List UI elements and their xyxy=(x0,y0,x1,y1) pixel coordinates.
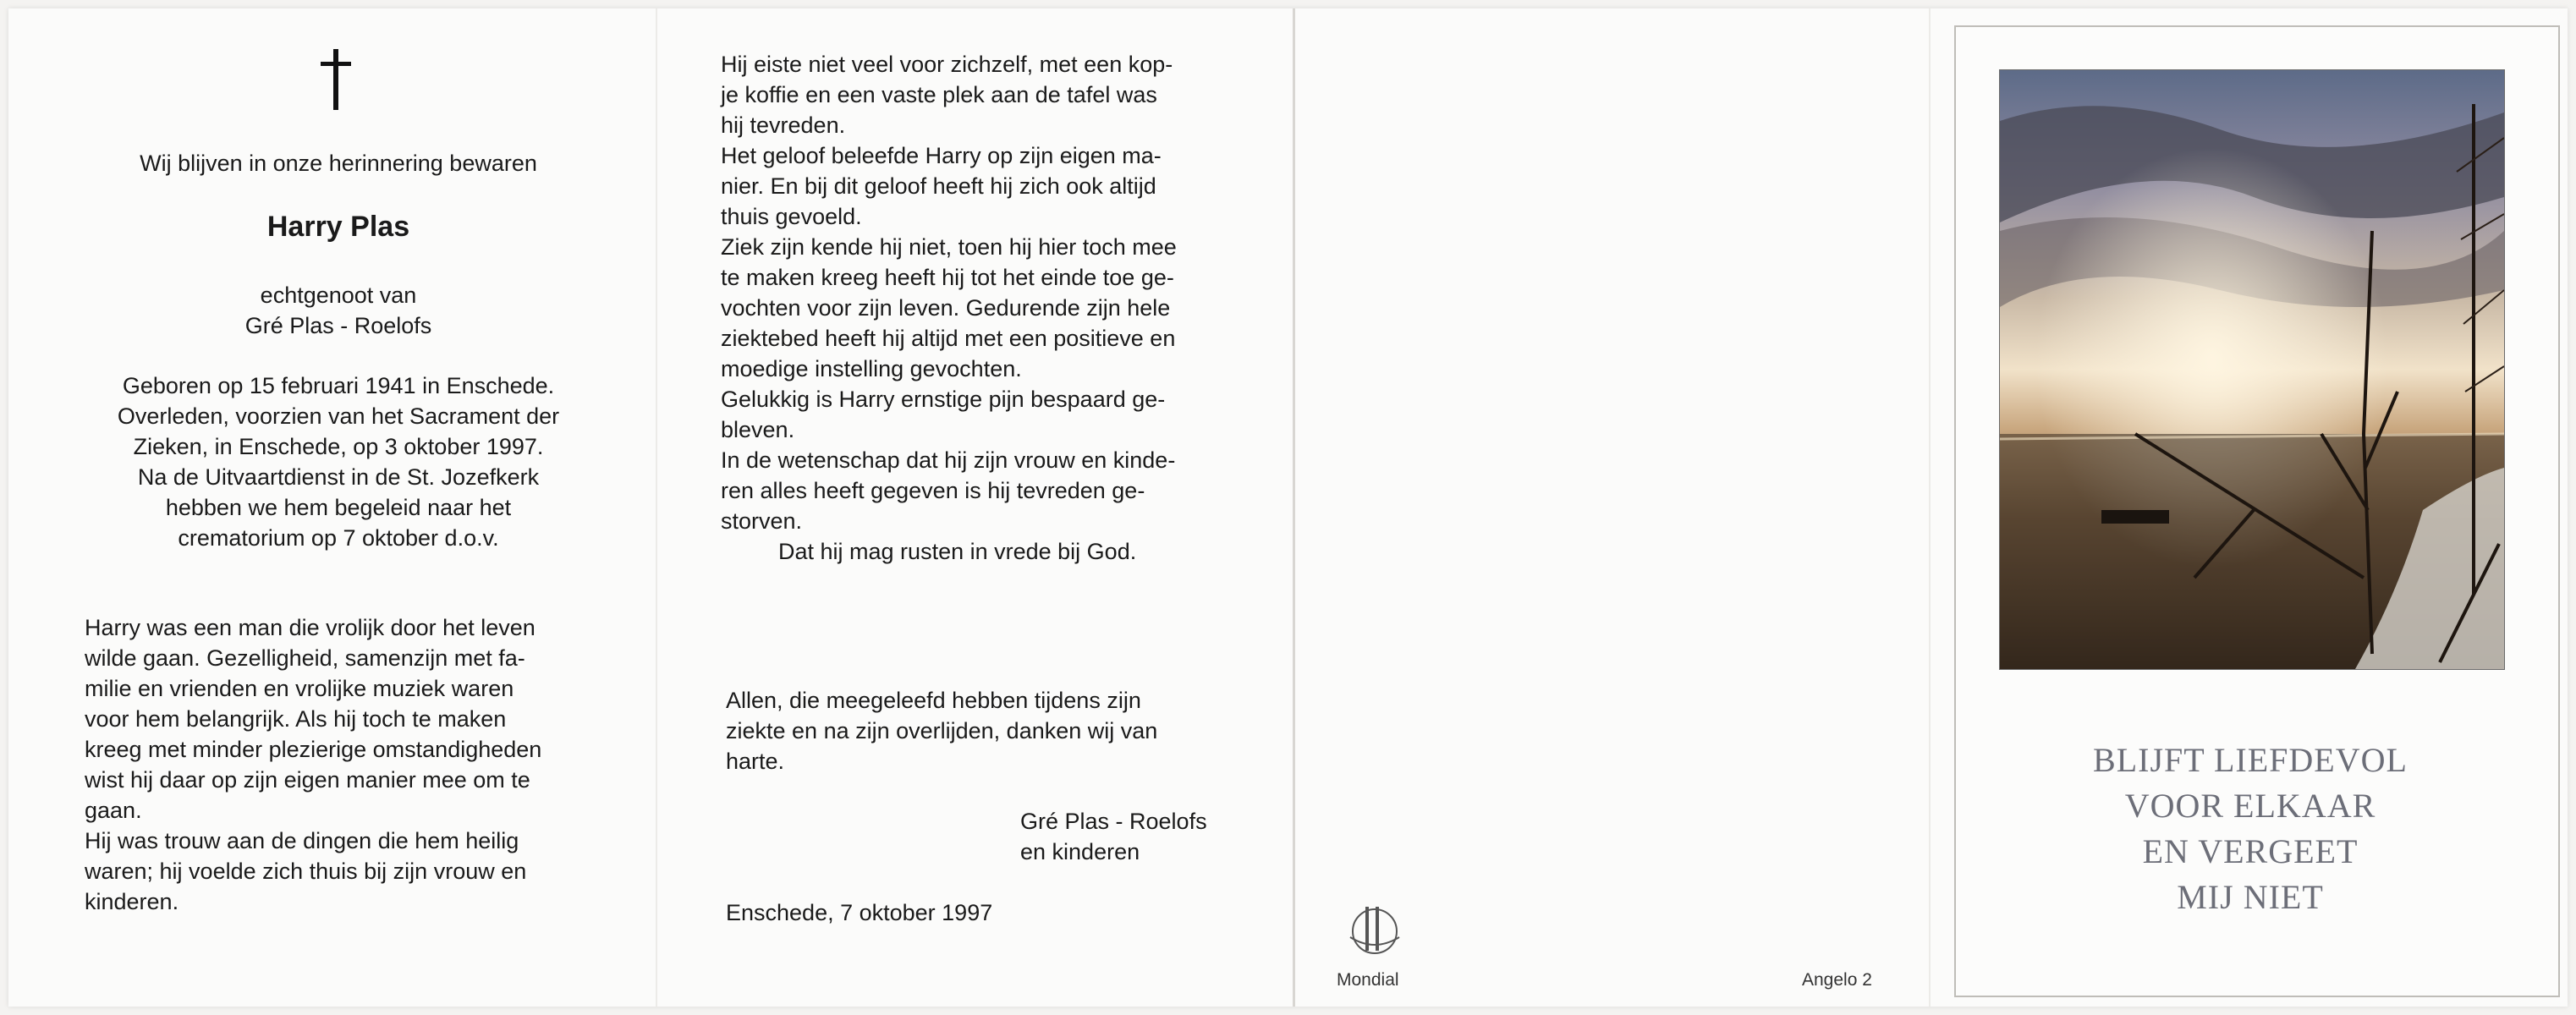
lake-sunset-photo xyxy=(1999,69,2505,670)
thanks-line: ziekte en na zijn overlijden, danken wij van xyxy=(726,718,1158,743)
fold-line-left xyxy=(656,8,657,1007)
thanks-line: harte. xyxy=(726,749,785,774)
spouse-name: Gré Plas - Roelofs xyxy=(244,313,432,338)
paragraph-line: ziektebed heeft hij altijd met een positieve en xyxy=(721,326,1176,351)
paragraph-line: Het geloof beleefde Harry op zijn eigen ma- xyxy=(721,143,1162,168)
paragraph-line: Ziek zijn kende hij niet, toen hij hier toch mee xyxy=(721,234,1177,260)
paragraph-line: In de wetenschap dat hij zijn vrouw en kinde- xyxy=(721,447,1176,473)
life-description xyxy=(85,612,594,917)
paragraph-line: gaan. xyxy=(85,798,142,823)
bio-line: Na de Uitvaartdienst in de St. Jozefkerk xyxy=(137,464,540,490)
bio-line: crematorium op 7 oktober d.o.v. xyxy=(178,525,499,551)
paragraph-line: je koffie en een vaste plek aan de tafel was xyxy=(721,82,1157,107)
mondial-logo-icon xyxy=(1345,903,1404,956)
cover-motto xyxy=(2030,738,2470,920)
paragraph-line: Gelukkig is Harry ernstige pijn bespaard ge- xyxy=(721,387,1166,412)
place-date: Enschede, 7 oktober 1997 xyxy=(726,900,993,925)
paragraph-line: moedige instelling gevochten. xyxy=(721,356,1022,381)
paragraph-line: Hij was trouw aan de dingen die hem heilig xyxy=(85,828,519,853)
paragraph-line: thuis gevoeld. xyxy=(721,204,862,229)
paragraph-line: te maken kreeg heeft hij tot het einde toe ge- xyxy=(721,265,1174,290)
deceased-name: Harry Plas xyxy=(266,211,410,243)
paragraph-line: milie en vrienden en vrolijke muziek waren xyxy=(85,676,514,701)
paragraph-line: voor hem belangrijk. Als hij toch te maken xyxy=(85,706,507,732)
closing-prayer: Dat hij mag rusten in vrede bij God. xyxy=(778,539,1137,564)
bio-line: Overleden, voorzien van het Sacrament der xyxy=(117,403,560,429)
character-description xyxy=(721,49,1230,567)
motto-line: EN VERGEET xyxy=(2142,832,2359,870)
model-label: Angelo 2 xyxy=(1802,970,1872,990)
cross-icon xyxy=(313,47,359,112)
motto-line: BLIJFT LIEFDEVOL xyxy=(2093,741,2408,779)
paragraph-line: Hij eiste niet veel voor zichzelf, met een kop- xyxy=(721,52,1173,77)
motto-line: VOOR ELKAAR xyxy=(2124,787,2376,825)
bio-line: Geboren op 15 februari 1941 in Enschede. xyxy=(122,373,555,398)
paragraph-line: vochten voor zijn leven. Gedurende zijn hele xyxy=(721,295,1171,321)
card-divider xyxy=(1293,8,1295,1007)
paragraph-line: storven. xyxy=(721,508,803,534)
fold-line-right xyxy=(1929,8,1931,1007)
brand-label: Mondial xyxy=(1337,970,1399,990)
paragraph-line: ren alles heeft gegeven is hij tevreden ge- xyxy=(721,478,1145,503)
paragraph-line: wist hij daar op zijn eigen manier mee om te xyxy=(85,767,530,793)
motto-line: MIJ NIET xyxy=(2177,878,2324,916)
spouse-label: echtgenoot van xyxy=(260,283,417,308)
thanks-line: Allen, die meegeleefd hebben tijdens zijn xyxy=(726,688,1141,713)
paragraph-line: Harry was een man die vrolijk door het leven xyxy=(85,615,536,640)
signature-line: Gré Plas - Roelofs xyxy=(1020,809,1207,834)
paragraph-line: wilde gaan. Gezelligheid, samenzijn met fa- xyxy=(85,645,525,671)
paragraph-line: waren; hij voelde zich thuis bij zijn vrouw en xyxy=(85,859,527,884)
biography-block xyxy=(68,370,609,553)
paragraph-line: bleven. xyxy=(721,417,795,442)
paragraph-line: hij tevreden. xyxy=(721,112,846,138)
paragraph-line: kinderen. xyxy=(85,889,179,914)
paragraph-line: nier. En bij dit geloof heeft hij zich ook altijd xyxy=(721,173,1156,199)
intro-text: Wij blijven in onze herinnering bewaren xyxy=(140,151,537,176)
paragraph-line: kreeg met minder plezierige omstandigheden xyxy=(85,737,542,762)
signature-line: en kinderen xyxy=(1020,839,1140,864)
thanks-block xyxy=(726,685,1230,776)
bio-line: Zieken, in Enschede, op 3 oktober 1997. xyxy=(133,434,544,459)
signature-block xyxy=(1020,806,1240,867)
bio-line: hebben we hem begeleid naar het xyxy=(165,495,512,520)
spouse-block xyxy=(68,280,609,341)
